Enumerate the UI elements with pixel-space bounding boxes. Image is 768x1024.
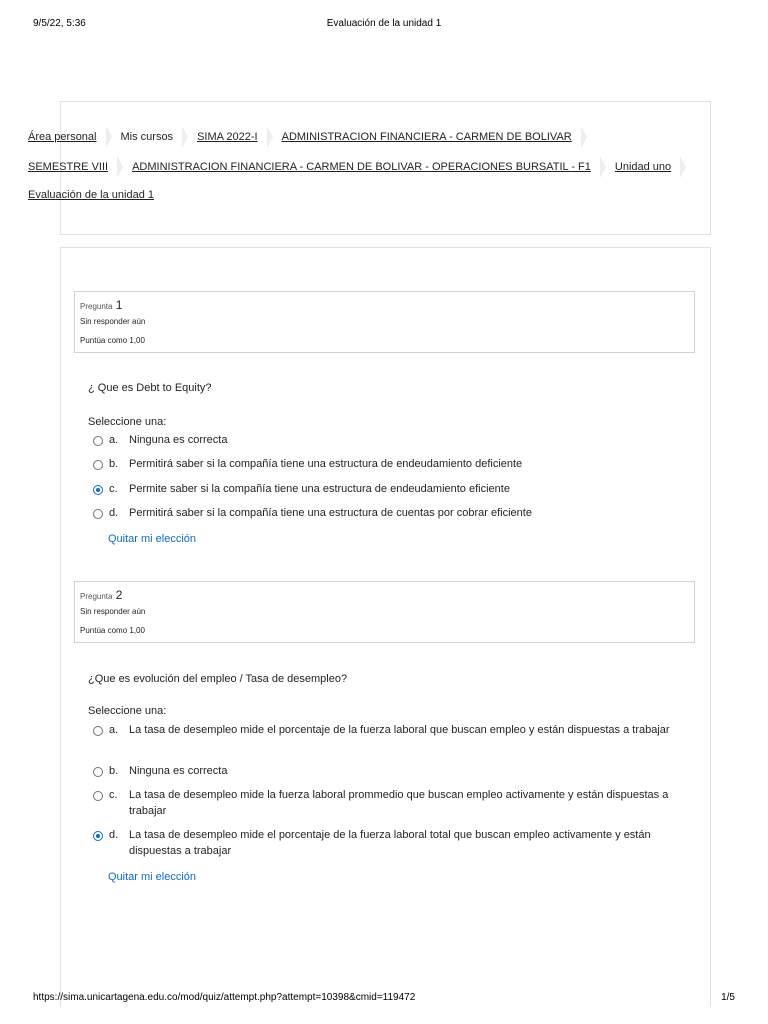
q2-option-a[interactable]: a. La tasa de desempleo mide el porcentaje de la fuerza laboral que buscan empleo y están dispuestas a trabajar bbox=[93, 722, 683, 738]
q1-clear-choice-link[interactable]: Quitar mi elección bbox=[108, 533, 197, 545]
breadcrumb-row-3 bbox=[28, 189, 154, 201]
breadcrumb-sima[interactable]: SIMA 2022-I bbox=[197, 131, 258, 143]
breadcrumb-separator-icon bbox=[581, 126, 587, 148]
question-state: Sin responder aún bbox=[80, 317, 146, 326]
radio-button[interactable] bbox=[93, 460, 103, 470]
radio-button[interactable] bbox=[93, 791, 103, 801]
breadcrumb-course-category[interactable]: ADMINISTRACION FINANCIERA - CARMEN DE BOLIVAR bbox=[281, 131, 572, 143]
print-footer bbox=[0, 992, 768, 1006]
q2-option-d[interactable]: d. La tasa de desempleo mide el porcentaje de la fuerza laboral total que buscan empleo activamente y están dispuestas a trabajar bbox=[93, 827, 683, 859]
breadcrumb-separator-icon bbox=[117, 156, 123, 178]
breadcrumb bbox=[28, 126, 596, 148]
breadcrumb-row-2 bbox=[28, 156, 695, 178]
question-state: Sin responder aún bbox=[80, 607, 146, 616]
q1-option-d[interactable]: d. Permitirá saber si la compañía tiene una estructura de cuentas por cobrar eficiente bbox=[93, 505, 683, 521]
print-date: 9/5/22, 5:36 bbox=[33, 18, 86, 29]
radio-button[interactable] bbox=[93, 436, 103, 446]
breadcrumb-mis-cursos: Mis cursos bbox=[120, 131, 174, 143]
radio-button[interactable] bbox=[93, 726, 103, 736]
question-grade: Puntúa como 1,00 bbox=[80, 626, 145, 635]
q2-option-c[interactable]: c. La tasa de desempleo mide la fuerza laboral prommedio que buscan empleo activamente y están dispuestas a trabajar bbox=[93, 787, 683, 819]
breadcrumb-evaluacion[interactable]: Evaluación de la unidad 1 bbox=[28, 189, 154, 201]
question-2-text: ¿Que es evolución del empleo / Tasa de desempleo? bbox=[88, 673, 348, 685]
question-2-prompt: Seleccione una: bbox=[88, 705, 167, 717]
q2-clear-choice-link[interactable]: Quitar mi elección bbox=[108, 871, 197, 883]
question-1-text: ¿ Que es Debt to Equity? bbox=[88, 382, 212, 394]
breadcrumb-unidad[interactable]: Unidad uno bbox=[614, 161, 672, 173]
print-header bbox=[0, 18, 768, 32]
question-grade: Puntúa como 1,00 bbox=[80, 336, 145, 345]
q1-option-a[interactable]: a. Ninguna es correcta bbox=[93, 432, 683, 448]
radio-button-checked[interactable] bbox=[93, 831, 103, 841]
breadcrumb-course[interactable]: ADMINISTRACION FINANCIERA - CARMEN DE BOLIVAR - OPERACIONES BURSATIL - F1 bbox=[132, 161, 591, 173]
breadcrumb-area-personal[interactable]: Área personal bbox=[28, 131, 97, 143]
breadcrumb-separator-icon bbox=[600, 156, 606, 178]
question-2-info bbox=[74, 581, 695, 643]
breadcrumb-separator-icon bbox=[182, 126, 188, 148]
print-page-count: 1/5 bbox=[721, 992, 735, 1003]
radio-button[interactable] bbox=[93, 767, 103, 777]
print-url: https://sima.unicartagena.edu.co/mod/quiz/attempt.php?attempt=10398&cmid=119472 bbox=[33, 992, 416, 1003]
question-number: Pregunta 1 bbox=[80, 298, 123, 312]
breadcrumb-separator-icon bbox=[106, 126, 112, 148]
q1-option-b[interactable]: b. Permitirá saber si la compañía tiene una estructura de endeudamiento deficiente bbox=[93, 456, 683, 472]
question-1-info bbox=[74, 291, 695, 353]
radio-button[interactable] bbox=[93, 509, 103, 519]
question-1-prompt: Seleccione una: bbox=[88, 416, 167, 428]
breadcrumb-separator-icon bbox=[680, 156, 686, 178]
print-title: Evaluación de la unidad 1 bbox=[326, 18, 442, 29]
breadcrumb-semestre[interactable]: SEMESTRE VIII bbox=[28, 161, 109, 173]
breadcrumb-separator-icon bbox=[267, 126, 273, 148]
radio-button-checked[interactable] bbox=[93, 485, 103, 495]
question-number: Pregunta 2 bbox=[80, 588, 123, 602]
q1-option-c[interactable]: c. Permite saber si la compañía tiene una estructura de endeudamiento eficiente bbox=[93, 481, 683, 497]
q2-option-b[interactable]: b. Ninguna es correcta bbox=[93, 763, 683, 779]
